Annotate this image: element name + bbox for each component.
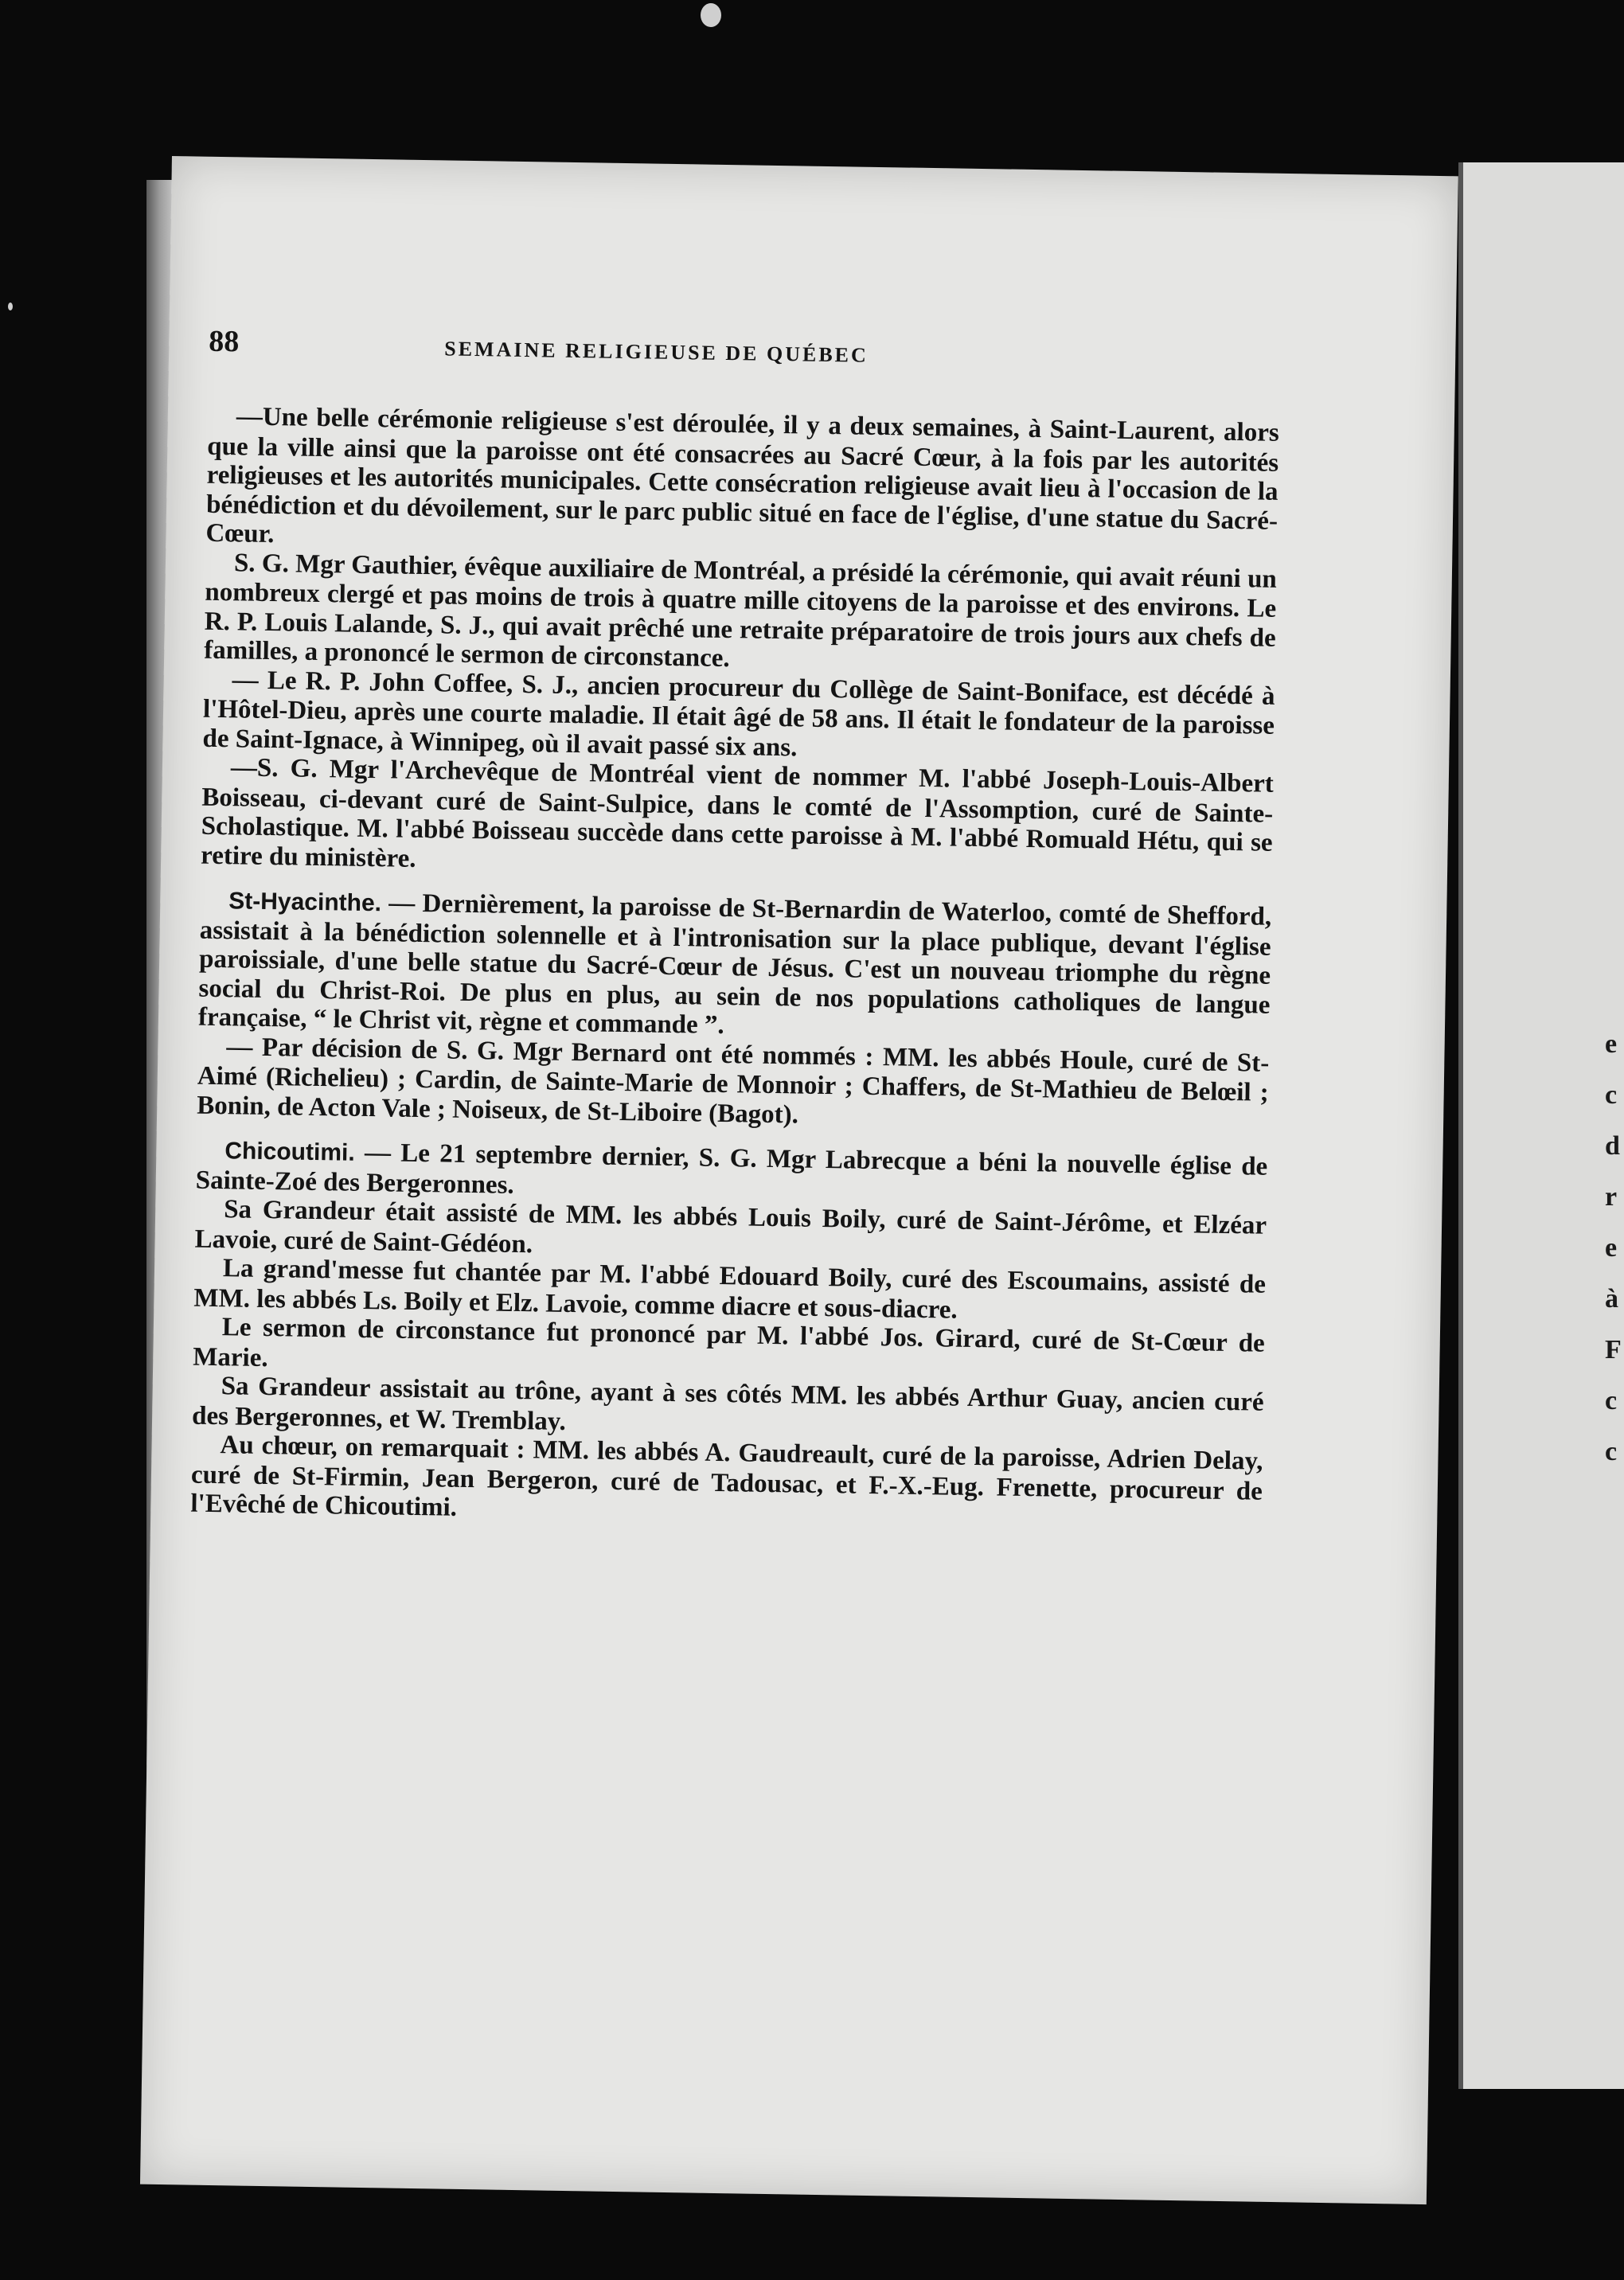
page-number: 88 (209, 324, 240, 359)
paragraph-text: Au chœur, on remarquait : MM. les abbés A. Gaudreault, curé de la paroisse, Adrien Delay, curé de St-Firmin, Jean Bergeron, curé de Tadousac, et F.-X.-Eug. Frenette, procureur de l'Evêché de Chicoutimi. (190, 1431, 1263, 1522)
facing-fragment: F (1605, 1335, 1622, 1364)
paragraph (190, 1431, 1263, 1536)
paragraph-text: Le sermon de circonstance fut prononcé par M. l'abbé Jos. Girard, curé de St-Cœur de Marie. (193, 1313, 1266, 1372)
paragraph (198, 886, 1272, 1049)
paragraph-text: — Par décision de S. G. Mgr Bernard ont été nommés : MM. les abbés Houle, curé de St-Aimé (Richelieu) ; Cardin, de Sainte-Marie de Monnoir ; Chaffers, de St-Mathieu de Belœil ; Bonin, de Acton Vale ; Noiseux, de St-Liboire (Bagot). (196, 1032, 1270, 1130)
film-speck (8, 303, 13, 310)
paragraph-text: — Le R. P. John Coffee, S. J., ancien procureur du Collège de Saint-Boniface, est décédé à l'Hôtel-Dieu, après une courte maladie. Il était âgé de 58 ans. Il était le fondateur de la paroisse de Saint-Ignace, à Winnipeg, où il avait passé six ans. (202, 665, 1275, 762)
facing-page-text (1605, 1019, 1622, 1478)
paragraph-text: Sa Grandeur était assisté de MM. les abbés Louis Boily, curé de Saint-Jérôme, et Elzéar Lavoie, curé de Saint-Gédéon. (194, 1195, 1267, 1259)
paragraph (197, 1032, 1270, 1137)
paragraph-text: S. G. Mgr Gauthier, évêque auxiliaire de Montréal, a présidé la cérémonie, qui avait réuni un nombreux clergé et pas moins de trois à quatre mille citoyens de la paroisse et des environs. Le R. P. Louis Lalande, S. J., qui avait prêché une retraite préparatoire de trois jours aux chefs de familles, a prononcé le sermon de circonstance. (203, 548, 1278, 673)
paragraph (204, 548, 1277, 681)
facing-fragment: c (1605, 1437, 1618, 1466)
facing-fragment: c (1605, 1080, 1618, 1110)
paragraph-text: — Le 21 septembre dernier, S. G. Mgr Labrecque a béni la nouvelle église de Sainte-Zoé des Bergeronnes. (195, 1138, 1268, 1200)
paragraph-text: —Une belle cérémonie religieuse s'est déroulée, il y a deux semaines, à Saint-Laurent, alors que la ville ainsi que la paroisse ont été consacrées au Sacré Cœur, à la fois par les autorités religieuses et les autorités municipales. Cette consécration religieuse avait lieu à l'occasion de la bénédiction et du dévoilement, sur le parc public situé en face de l'église, d'une statue du Sacré-Cœur. (205, 402, 1279, 549)
paragraph (205, 402, 1279, 565)
paragraph-text: —S. G. Mgr l'Archevêque de Montréal vient de nommer M. l'abbé Joseph-Louis-Albert Boisseau, ci-devant curé de Saint-Sulpice, dans le comté de l'Assomption, curé de Sainte-Scholastique. M. l'abbé Boisseau succède dans cette paroisse à M. l'abbé Romuald Hétu, qui se retire du ministère. (200, 753, 1275, 873)
running-title: SEMAINE RELIGIEUSE DE QUÉBEC (444, 337, 869, 367)
film-speck (701, 3, 721, 27)
section-heading-st-hyacinthe: St-Hyacinthe. (228, 888, 382, 917)
facing-fragment: à (1605, 1284, 1618, 1314)
section-heading-chicoutimi: Chicoutimi. (224, 1138, 355, 1166)
facing-fragment: r (1605, 1182, 1618, 1212)
facing-fragment: c (1605, 1386, 1618, 1415)
paragraph (201, 753, 1274, 887)
running-head (209, 324, 1281, 388)
paragraph-text: Sa Grandeur assistait au trône, ayant à ses côtés MM. les abbés Arthur Guay, ancien curé des Bergeronnes, et W. Tremblay. (191, 1372, 1264, 1436)
paragraph (202, 665, 1275, 770)
facing-page (1458, 162, 1624, 2089)
scanned-page (140, 156, 1458, 2204)
facing-fragment: e (1605, 1233, 1618, 1263)
page-text (190, 324, 1280, 1535)
facing-fragment: e (1605, 1029, 1618, 1059)
paragraph-text: — Dernièrement, la paroisse de St-Bernardin de Waterloo, comté de Shefford, assistait à la bénédiction solennelle et à l'intronisation sur la place publique, devant l'église paroissiale, d'une belle statue du Sacré-Cœur de Jésus. C'est un nouveau triomphe du règne social du Christ-Roi. De plus en plus, au sein de nos populations catholiques de langue française, “ le Christ vit, règne et commande ”. (197, 888, 1272, 1040)
facing-fragment: d (1605, 1131, 1620, 1161)
paragraph-text: La grand'messe fut chantée par M. l'abbé Edouard Boily, curé des Escoumains, assisté de MM. les abbés Ls. Boily et Elz. Lavoie, comme diacre et sous-diacre. (193, 1254, 1267, 1325)
